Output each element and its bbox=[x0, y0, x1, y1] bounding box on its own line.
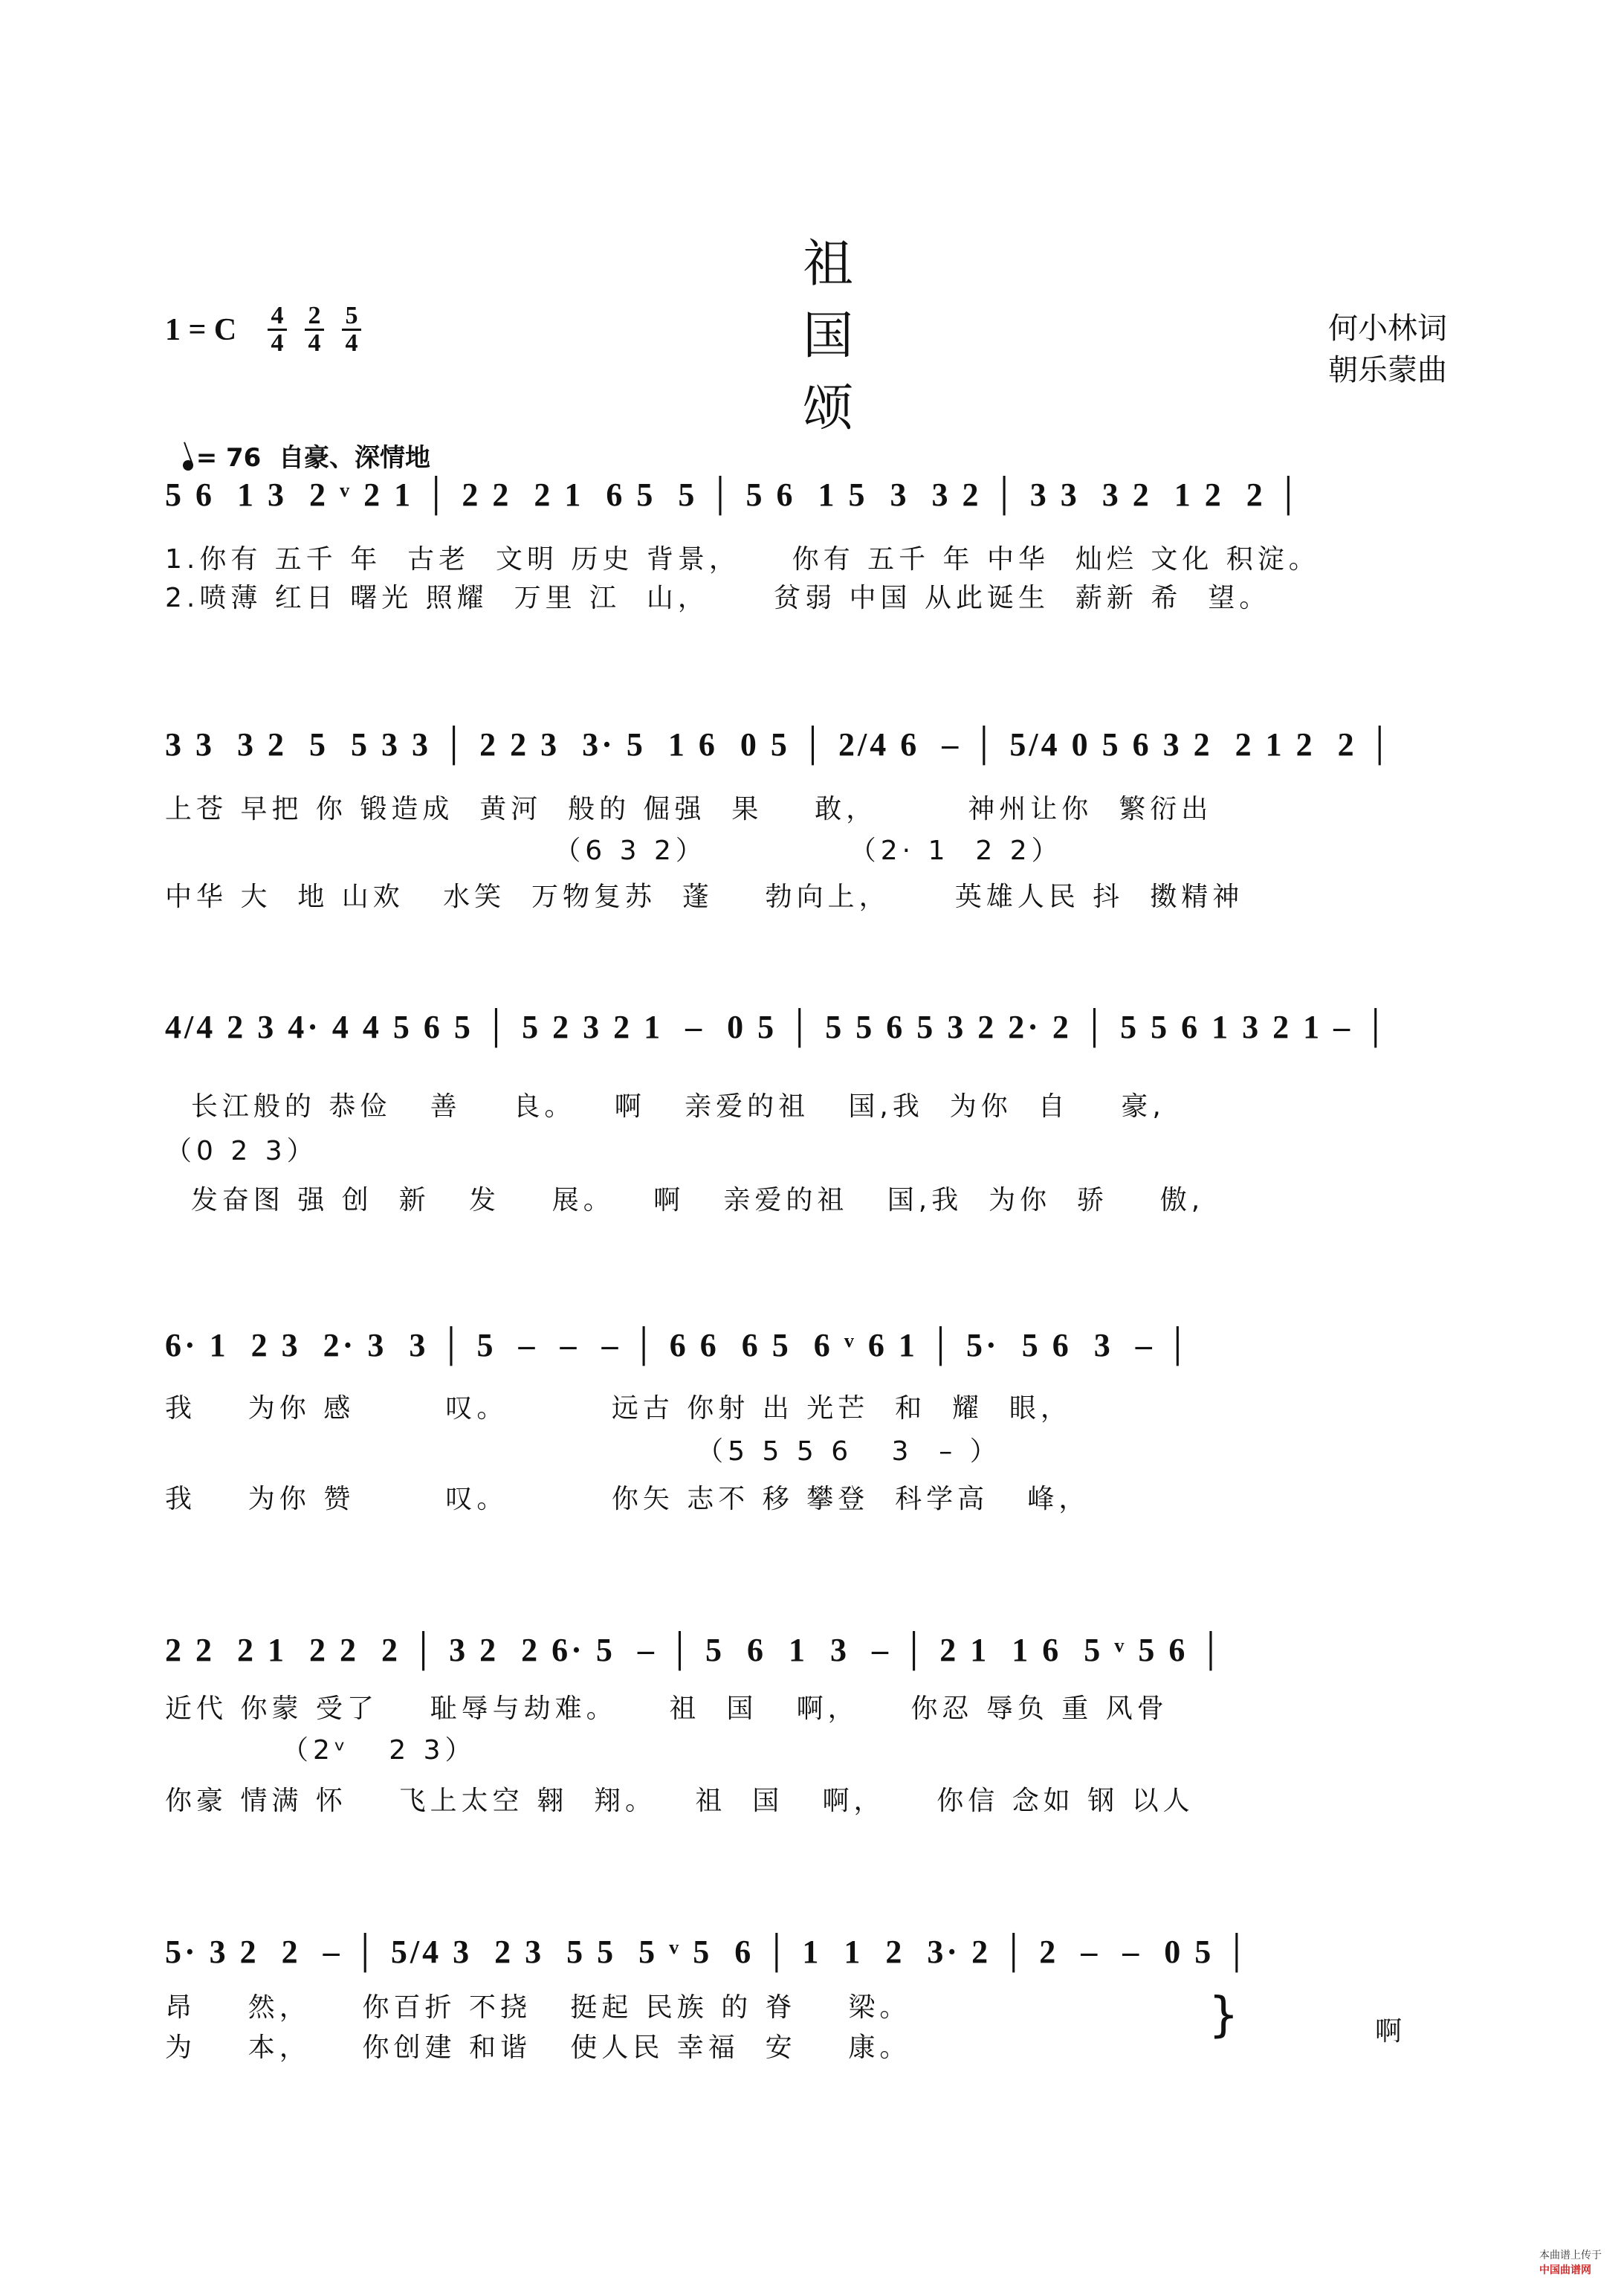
system-2-lyric-1: 上苍 早把 你 锻造成 黄河 般的 倔强 果 敢， 神州让你 繁衍出 bbox=[165, 794, 1213, 824]
footer-credit bbox=[1533, 2235, 1602, 2277]
quarter-note-icon bbox=[181, 459, 195, 472]
page-title bbox=[0, 165, 1624, 440]
system-3-lyric-2: 发奋图 强 创 新 发 展。 啊 亲爱的祖 国,我 为你 骄 傲, bbox=[165, 1185, 1205, 1215]
system-4-lyric-alt: （5 5 5 6 3 – ） bbox=[165, 1436, 1001, 1467]
title-char-1: 祖 bbox=[803, 235, 854, 294]
time-signature-3: 5 4 bbox=[340, 303, 363, 356]
system-5-lyric-1: 近代 你蒙 受了 耻辱与劫难。 祖 国 啊， 你忍 辱负 重 风骨 bbox=[165, 1693, 1168, 1724]
system-6-lyric-2: 为 本， 你创建 和谐 使人民 幸福 安 康。 bbox=[165, 2032, 911, 2063]
title-char-3: 颂 bbox=[803, 379, 854, 438]
system-4-lyric-1: 我 为你 感 叹。 远古 你射 出 光芒 和 耀 眼， bbox=[165, 1393, 1072, 1424]
system-4-notes: 6· 1 2 3 2· 3 3 │ 5 – – – │ 6 6 6 5 6 ᵛ 6 1 │ 5· 5 6 3 – │ bbox=[165, 1327, 1192, 1363]
title-char-2: 国 bbox=[803, 307, 854, 366]
key-signature: 1 = C bbox=[165, 313, 237, 347]
composer-credit: 朝乐蒙曲 bbox=[1328, 353, 1447, 387]
time-signature-2: 2 4 bbox=[303, 303, 326, 356]
footer-text: 本曲谱上传于 bbox=[1539, 2250, 1602, 2261]
system-3-lyric-1: 长江般的 恭俭 善 良。 啊 亲爱的祖 国,我 为你 自 豪, bbox=[165, 1091, 1165, 1122]
tempo-text: = 76 自豪、深情地 bbox=[195, 443, 431, 473]
system-1-lyric-2: 2.喷薄 红日 曙光 照耀 万里 江 山， 贫弱 中国 从此诞生 薪新 希 望。 bbox=[165, 583, 1271, 613]
time-signature-1: 4 4 bbox=[266, 303, 288, 356]
tempo-marking bbox=[165, 407, 430, 474]
system-6-lyric-1: 昂 然， 你百折 不挠 挺起 民族 的 脊 梁。 bbox=[165, 1992, 911, 2023]
system-2-lyric-alt: （6 3 2） （2· 1 2 2） bbox=[165, 836, 1063, 866]
system-3-lyric-alt: （0 2 3） bbox=[165, 1136, 318, 1166]
footer-brand-logo: 中国曲谱网 bbox=[1539, 2264, 1591, 2276]
system-1-lyric-1: 1.你有 五千 年 古老 文明 历史 背景， 你有 五千 年 中华 灿烂 文化 积淀。 bbox=[165, 544, 1320, 575]
brace-icon: } bbox=[1209, 1988, 1239, 2043]
system-6-lyric-ah: 啊 bbox=[1375, 2016, 1407, 2047]
system-3-notes: 4/4 2 3 4· 4 4 5 6 5 │ 5 2 3 2 1 – 0 5 │ 5 5 6 5 3 2 2· 2 │ 5 5 6 1 3 2 1 – │ bbox=[165, 1009, 1391, 1045]
lyricist-credit: 何小林词 bbox=[1328, 311, 1447, 346]
system-6-notes: 5· 3 2 2 – │ 5/4 3 2 3 5 5 5 ᵛ 5 6 │ 1 1 2 3· 2 │ 2 – – 0 5 │ bbox=[165, 1934, 1252, 1970]
system-2-notes: 3 3 3 2 5 5 3 3 │ 2 2 3 3· 5 1 6 0 5 │ 2/4 6 – │ 5/4 0 5 6 3 2 2 1 2 2 │ bbox=[165, 726, 1394, 763]
system-1-notes: 5 6 1 3 2 ᵛ 2 1 │ 2 2 2 1 6 5 5 │ 5 6 1 5 3 3 2 │ 3 3 3 2 1 2 2 │ bbox=[165, 477, 1303, 513]
system-2-lyric-2: 中华 大 地 山欢 水笑 万物复苏 蓬 勃向上， 英雄人民 抖 擞精神 bbox=[165, 882, 1244, 912]
system-5-notes: 2 2 2 1 2 2 2 │ 3 2 2 6· 5 – │ 5 6 1 3 – │ 2 1 1 6 5 ᵛ 5 6 │ bbox=[165, 1632, 1226, 1668]
system-5-lyric-2: 你豪 情满 怀 飞上太空 翱 翔。 祖 国 啊， 你信 念如 钢 以人 bbox=[165, 1786, 1194, 1816]
system-4-lyric-2: 我 为你 赞 叹。 你矢 志不 移 攀登 科学高 峰， bbox=[165, 1484, 1090, 1514]
system-5-lyric-alt: （2ᵛ 2 3） bbox=[165, 1735, 476, 1766]
